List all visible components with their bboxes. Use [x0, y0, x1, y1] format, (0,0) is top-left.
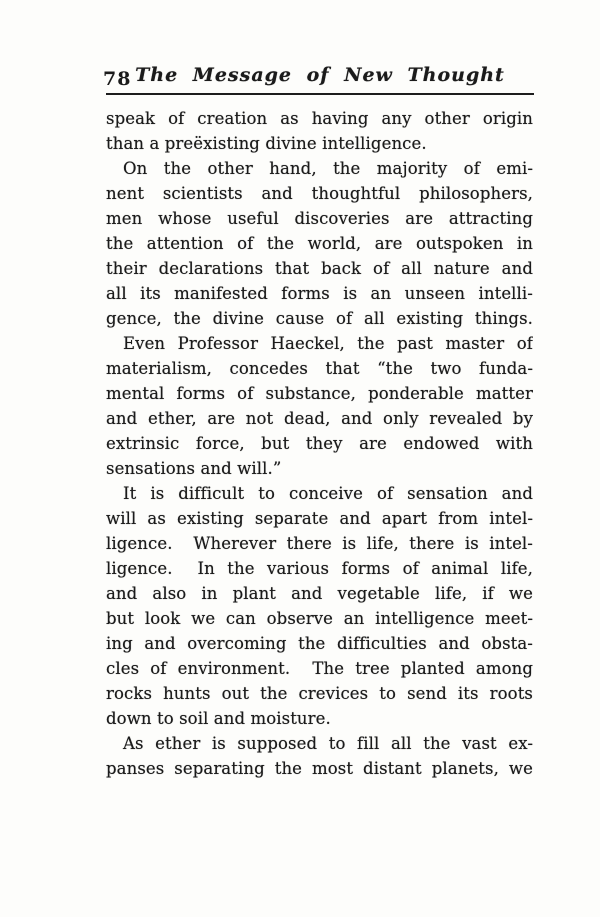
text-line: down to soil and moisture. [106, 709, 331, 728]
text-line: sensations and will.” [106, 459, 282, 478]
page-header [103, 62, 534, 95]
text-block [106, 106, 533, 781]
text-line: On the other hand, the majority of emi- [123, 159, 533, 178]
text-line: nent scientists and thoughtful philosophers, [106, 184, 533, 203]
paragraph [106, 331, 533, 481]
text-line: ing and overcoming the difficulties and obsta- [106, 634, 533, 653]
paragraph [106, 106, 533, 156]
paragraph [106, 731, 533, 781]
text-line: their declarations that back of all nature and [106, 259, 533, 278]
text-line: panses separating the most distant planets, we [106, 759, 533, 778]
text-line: than a preëxisting divine intelligence. [106, 134, 427, 153]
text-line: extrinsic force, but they are endowed with [106, 434, 533, 453]
text-line: ligence. Wherever there is life, there is intel- [106, 534, 533, 553]
paragraph [106, 481, 533, 731]
text-line: will as existing separate and apart from intel- [106, 509, 533, 528]
text-line: ligence. In the various forms of animal life, [106, 559, 533, 578]
text-line: cles of environment. The tree planted among [106, 659, 533, 678]
text-line: and ether, are not dead, and only revealed by [106, 409, 533, 428]
text-line: materialism, concedes that “the two funda- [106, 359, 533, 378]
text-line: the attention of the world, are outspoken in [106, 234, 533, 253]
text-line: Even Professor Haeckel, the past master of [123, 334, 533, 353]
text-line: but look we can observe an intelligence meet- [106, 609, 533, 628]
text-line: speak of creation as having any other origin [106, 109, 533, 128]
text-line: all its manifested forms is an unseen intelli- [106, 284, 533, 303]
paragraph [106, 156, 533, 331]
text-line: rocks hunts out the crevices to send its roots [106, 684, 533, 703]
text-line: and also in plant and vegetable life, if we [106, 584, 533, 603]
page-number: 78 [103, 68, 132, 90]
running-title: The Message of New Thought [135, 64, 505, 86]
text-line: It is difficult to conceive of sensation and [123, 484, 533, 503]
text-line: As ether is supposed to fill all the vast ex- [123, 734, 533, 753]
text-line: mental forms of substance, ponderable matter [106, 384, 533, 403]
text-line: gence, the divine cause of all existing things. [106, 309, 533, 328]
text-line: men whose useful discoveries are attracting [106, 209, 533, 228]
